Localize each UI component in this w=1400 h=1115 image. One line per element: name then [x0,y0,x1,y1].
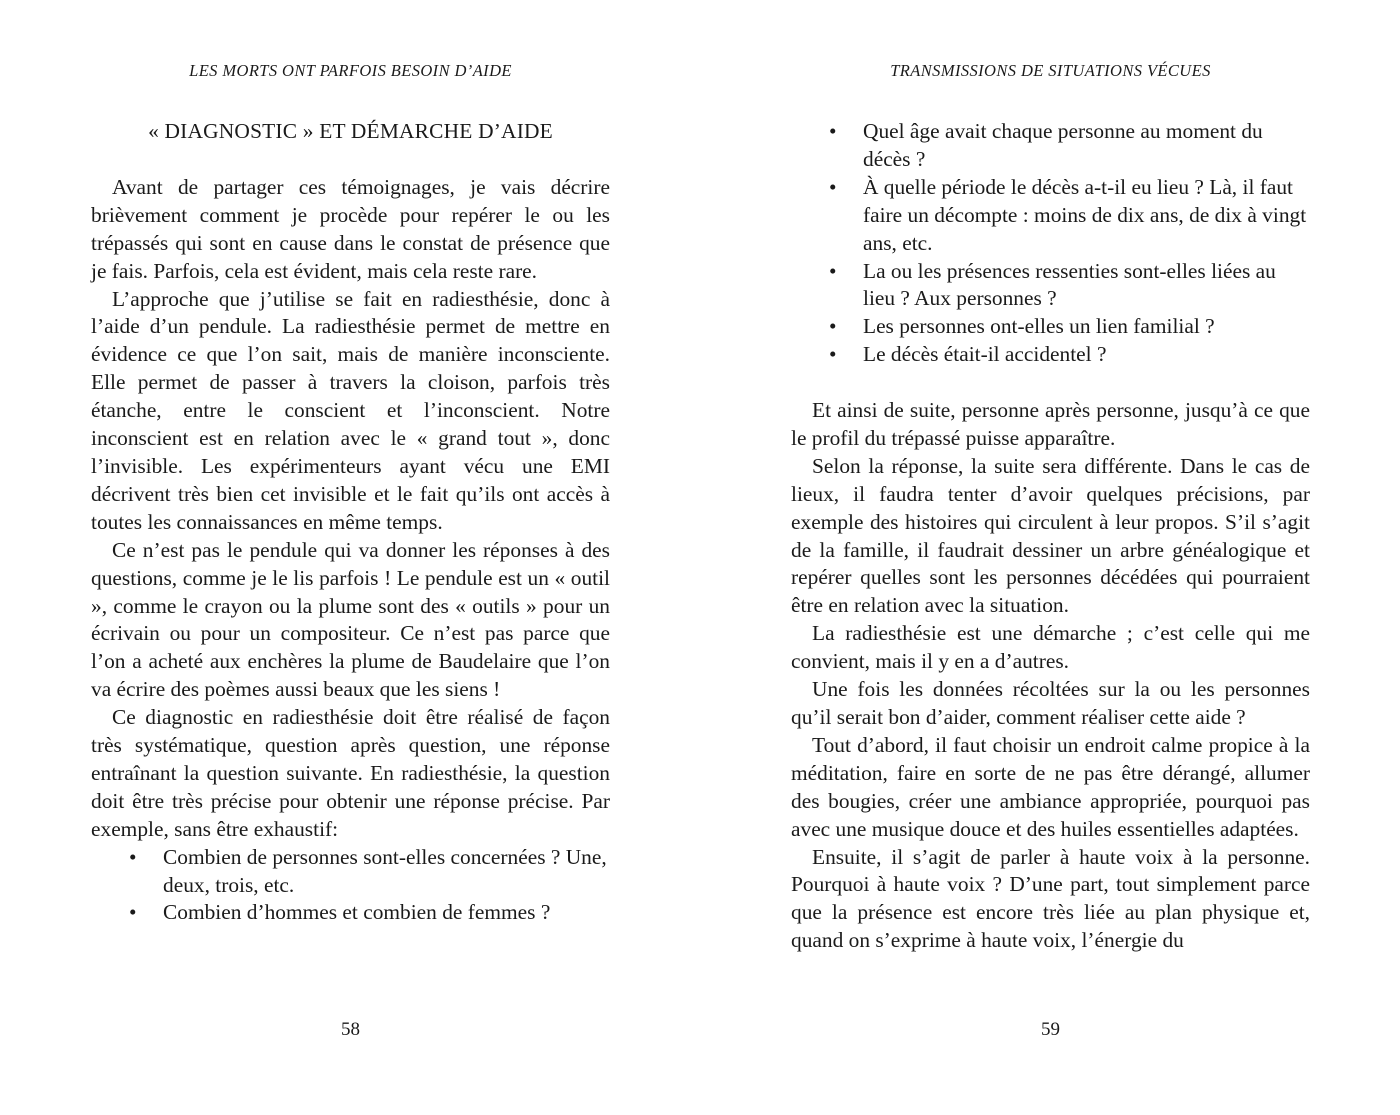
list-item-text: Le décès était-il accidentel ? [863,342,1107,367]
left-body [91,118,610,927]
list-item-text: À quelle période le décès a-t-il eu lieu ? Là, il faut faire un décompte : moins de dix ans, de dix à vingt ans, etc. [863,174,1307,255]
list-item-text: La ou les présences ressenties sont-elles liées au lieu ? Aux personnes ? [863,258,1276,311]
list-item-text: Quel âge avait chaque personne au moment du décès ? [863,119,1263,171]
paragraph: Avant de partager ces témoignages, je vais décrire brièvement comment je procède pour repérer le ou les trépassés qui sont en cause dans le constat de présence que je fais. Parfois, cela est évident, mais cela reste rare. [91,174,610,283]
bullet-icon: • [829,314,837,339]
bullet-icon: • [829,342,837,367]
running-head-left: LES MORTS ONT PARFOIS BESOIN D’AIDE [189,61,512,80]
bullet-icon: • [829,119,837,143]
blank-line [791,369,1310,397]
bullet-icon: • [129,900,137,925]
paragraph: La radiesthésie est une démarche ; c’est celle qui me convient, mais il y en a d’autres. [791,621,1310,674]
bullet-icon: • [829,174,837,199]
paragraph: Selon la réponse, la suite sera différente. Dans le cas de lieux, il faudra tenter d’avoir quelques précisions, par exemple des histoires qui circulent à leur propos. S’il s’agit de la famille, il faudrait dessiner un arbre généalogique et repérer quelles sont les personnes décédées qui pourraient être en relation avec la situation. [791,453,1310,618]
list-item-text: Combien de personnes sont-elles concernées ? Une, deux, trois, etc. [163,844,607,897]
list-item [91,844,610,900]
running-head-right: TRANSMISSIONS DE SITUATIONS VÉCUES [890,61,1211,80]
list-item [791,258,1310,314]
paragraph: Ensuite, il s’agit de parler à haute voix à la personne. Pourquoi à haute voix ? D’une part, tout simplement parce que la présence est encore très liée au plan physique et, quand on s’exprime à haute voix, l’énergie du [791,844,1310,953]
list-item-text: Les personnes ont-elles un lien familial ? [863,314,1215,339]
list-item [791,313,1310,341]
list-item-text: Combien d’hommes et combien de femmes ? [163,900,551,925]
paragraph: Ce n’est pas le pendule qui va donner les réponses à des questions, comme je le lis parfois ! Le pendule est un « outil », comme le crayon ou la plume sont des « outils » pour un écrivain ou pour un compositeur. Ce n’est pas parce que l’on a acheté aux enchères la plume de Baudelaire que l’on va écrire des poèmes aussi beaux que les siens ! [91,537,610,702]
paragraph: Ce diagnostic en radiesthésie doit être réalisé de façon très systématique, question après question, une réponse entraînant la question suivante. En radiesthésie, la question doit être très précise pour obtenir une réponse précise. Par exemple, sans être exhaustif: [91,705,610,841]
right-body [791,118,1310,955]
right-page [791,0,1310,1115]
paragraph: L’approche que j’utilise se fait en radiesthésie, donc à l’aide d’un pendule. La radiesthésie permet de mettre en évidence ce que l’on sait, mais de manière inconsciente. Elle permet de passer à travers la cloison, parfois très étanche, entre le conscient et l’inconscient. Notre inconscient est en relation avec le « grand tout », donc l’invisible. Les expérimenteurs ayant vécu une EMI décrivent très bien cet invisible et le fait qu’ils ont accès à toutes les connaissances en même temps. [91,286,610,534]
paragraph: Et ainsi de suite, personne après personne, jusqu’à ce que le profil du trépassé puisse apparaître. [791,398,1310,450]
page-number-right: 59 [1041,1019,1060,1040]
bullet-list [91,844,610,928]
list-item [791,118,1310,174]
list-item [791,341,1310,369]
bullet-icon: • [829,258,837,283]
left-page [91,0,610,1115]
section-title: « DIAGNOSTIC » ET DÉMARCHE D’AIDE [148,119,553,143]
page-number-left: 58 [341,1019,360,1040]
list-item [91,899,610,927]
bullet-icon: • [129,844,137,869]
bullet-list [791,118,1310,369]
list-item [791,174,1310,258]
paragraph: Tout d’abord, il faut choisir un endroit calme propice à la méditation, faire en sorte de ne pas être dérangé, allumer des bougies, créer une ambiance appropriée, pourquoi pas avec une musique douce et des huiles essentielles adaptées. [791,732,1310,841]
paragraph: Une fois les données récoltées sur la ou les personnes qu’il serait bon d’aider, comment réaliser cette aide ? [791,677,1310,730]
